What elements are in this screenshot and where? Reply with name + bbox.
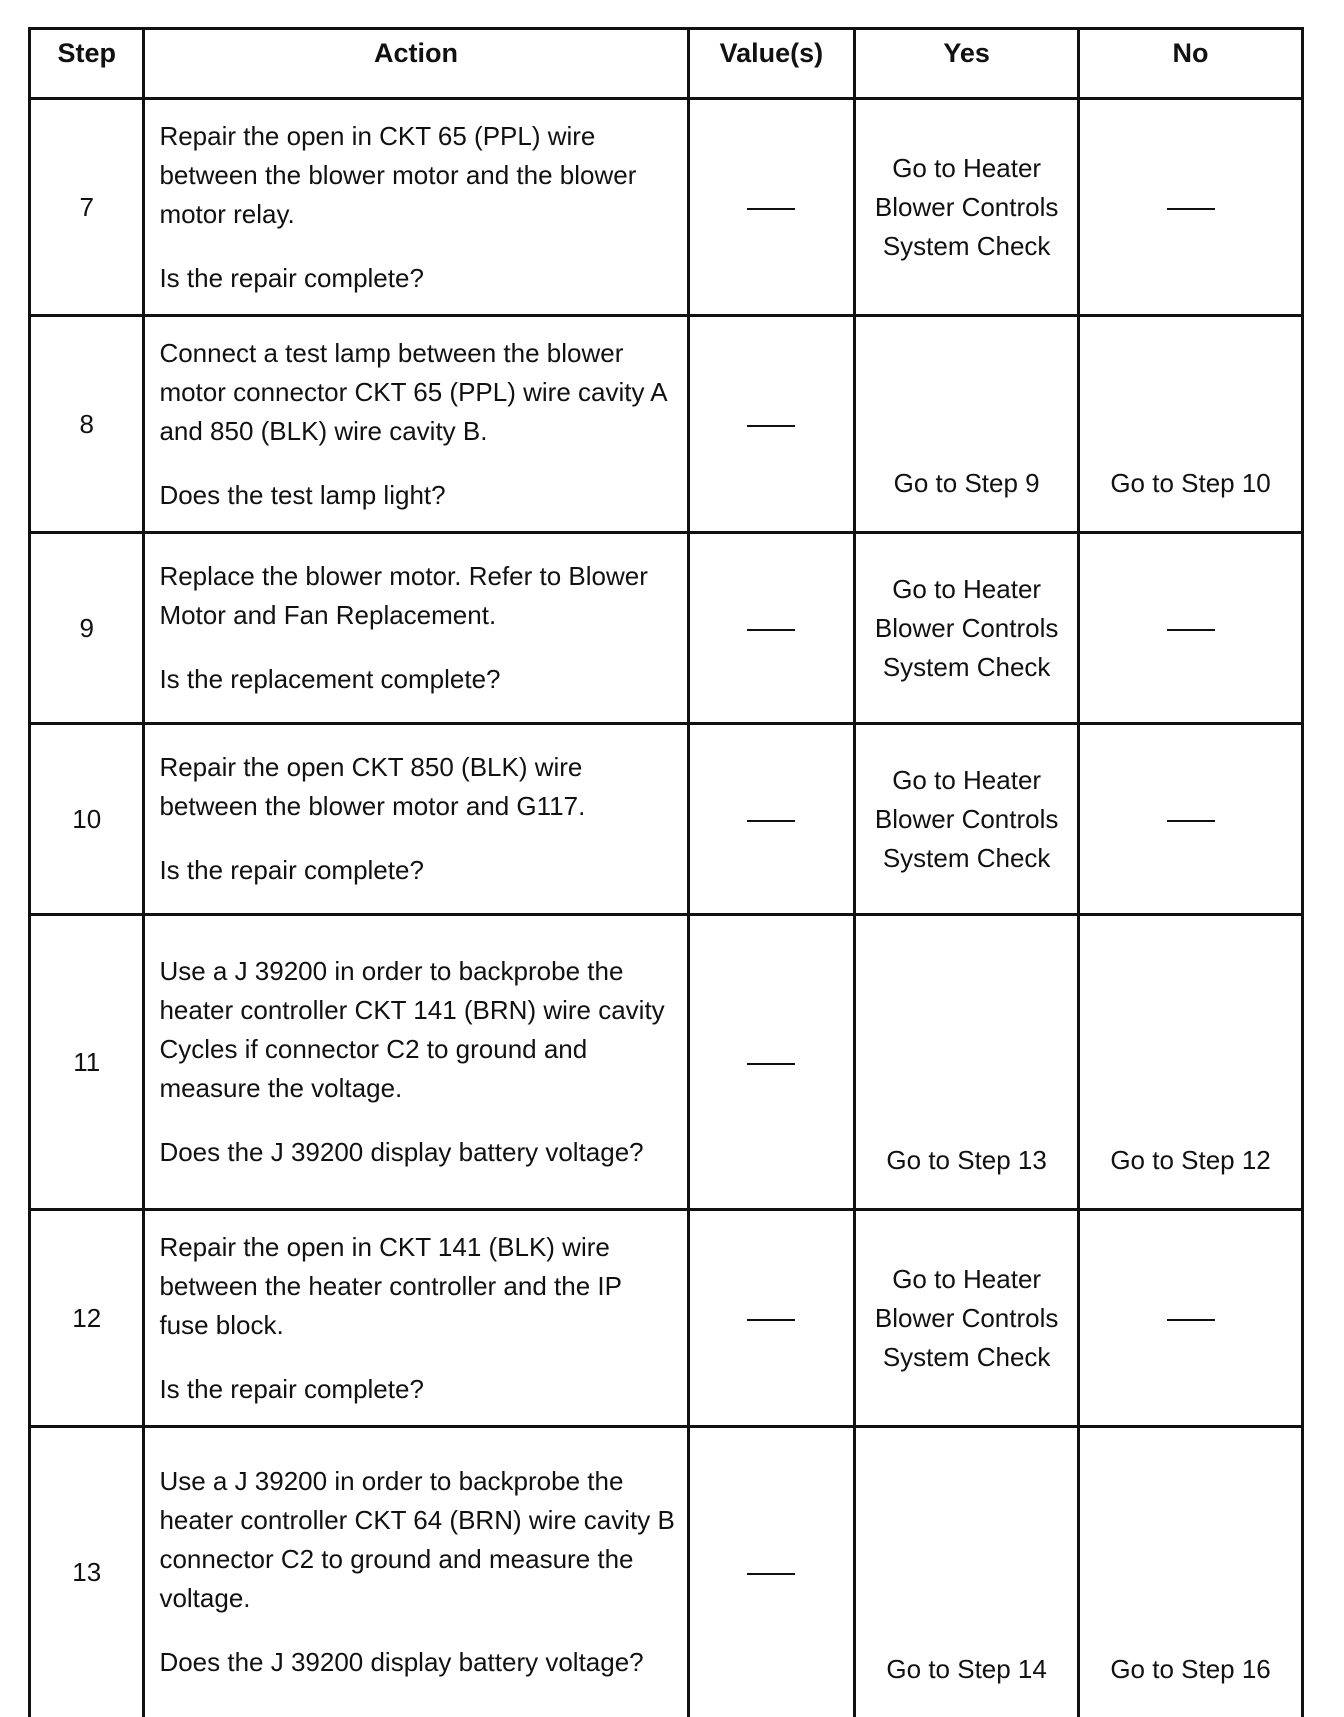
action-text: Replace the blower motor. Refer to Blower Motor and Fan Replacement.	[159, 561, 648, 630]
table-row	[30, 533, 1303, 724]
no-cell	[1079, 724, 1303, 915]
action-cell	[144, 1427, 688, 1717]
action-cell	[144, 533, 688, 724]
header-no: No	[1079, 29, 1303, 99]
value-cell	[688, 915, 855, 1210]
dash-mark	[747, 208, 795, 210]
yes-cell: Go to Heater Blower Controls System Check	[855, 724, 1079, 915]
action-cell	[144, 316, 688, 533]
step-number: 9	[30, 533, 144, 724]
action-question: Is the replacement complete?	[159, 664, 501, 694]
dash-mark	[747, 629, 795, 631]
action-question: Does the J 39200 display battery voltage?	[159, 1647, 644, 1678]
header-action: Action	[144, 29, 688, 99]
value-cell	[688, 99, 855, 316]
no-cell	[1079, 1210, 1303, 1427]
yes-cell: Go to Heater Blower Controls System Check	[855, 99, 1079, 316]
dash-mark	[747, 820, 795, 822]
action-cell	[144, 915, 688, 1210]
header-yes: Yes	[855, 29, 1079, 99]
yes-cell: Go to Step 9	[855, 316, 1079, 533]
table-row	[30, 99, 1303, 316]
dash-mark	[1167, 820, 1215, 822]
action-cell	[144, 724, 688, 915]
action-text: Repair the open CKT 850 (BLK) wire between the blower motor and G117.	[159, 752, 586, 821]
dash-mark	[1167, 208, 1215, 210]
action-question: Does the test lamp light?	[159, 479, 446, 510]
table-row	[30, 1210, 1303, 1427]
dash-mark	[747, 425, 795, 427]
step-number: 7	[30, 99, 144, 316]
action-question: Is the repair complete?	[159, 855, 424, 885]
action-text: Use a J 39200 in order to backprobe the heater controller CKT 141 (BRN) wire cavity Cycles if connector C2 to ground and measure the voltage.	[159, 956, 665, 1103]
yes-cell: Go to Heater Blower Controls System Check	[855, 533, 1079, 724]
yes-cell: Go to Step 14	[855, 1427, 1079, 1717]
table-row	[30, 316, 1303, 533]
action-text: Repair the open in CKT 65 (PPL) wire between the blower motor and the blower motor relay.	[159, 120, 637, 229]
action-cell	[144, 99, 688, 316]
header-values: Value(s)	[688, 29, 855, 99]
table-row	[30, 724, 1303, 915]
dash-mark	[1167, 629, 1215, 631]
dash-mark	[747, 1573, 795, 1575]
dash-mark	[747, 1319, 795, 1321]
step-number: 11	[30, 915, 144, 1210]
value-cell	[688, 533, 855, 724]
value-cell	[688, 1210, 855, 1427]
dash-mark	[747, 1063, 795, 1065]
action-text: Connect a test lamp between the blower motor connector CKT 65 (PPL) wire cavity A and 850 (BLK) wire cavity B.	[159, 337, 667, 446]
table-row	[30, 915, 1303, 1210]
step-number: 10	[30, 724, 144, 915]
no-cell	[1079, 99, 1303, 316]
step-number: 8	[30, 316, 144, 533]
diagnostic-table	[28, 27, 1304, 1717]
value-cell	[688, 1427, 855, 1717]
action-text: Repair the open in CKT 141 (BLK) wire between the heater controller and the IP fuse block.	[159, 1231, 622, 1340]
action-cell	[144, 1210, 688, 1427]
yes-cell: Go to Step 13	[855, 915, 1079, 1210]
action-question: Is the repair complete?	[159, 1373, 424, 1404]
no-cell: Go to Step 10	[1079, 316, 1303, 533]
value-cell	[688, 316, 855, 533]
action-question: Does the J 39200 display battery voltage?	[159, 1137, 644, 1167]
no-cell	[1079, 533, 1303, 724]
step-number: 12	[30, 1210, 144, 1427]
table-row	[30, 1427, 1303, 1717]
header-step: Step	[30, 29, 144, 99]
action-question: Is the repair complete?	[159, 262, 424, 293]
dash-mark	[1167, 1319, 1215, 1321]
header-row	[30, 29, 1303, 99]
yes-cell: Go to Heater Blower Controls System Check	[855, 1210, 1079, 1427]
action-text: Use a J 39200 in order to backprobe the heater controller CKT 64 (BRN) wire cavity B connector C2 to ground and measure the voltage.	[159, 1466, 675, 1614]
step-number: 13	[30, 1427, 144, 1717]
value-cell	[688, 724, 855, 915]
no-cell: Go to Step 16	[1079, 1427, 1303, 1717]
no-cell: Go to Step 12	[1079, 915, 1303, 1210]
